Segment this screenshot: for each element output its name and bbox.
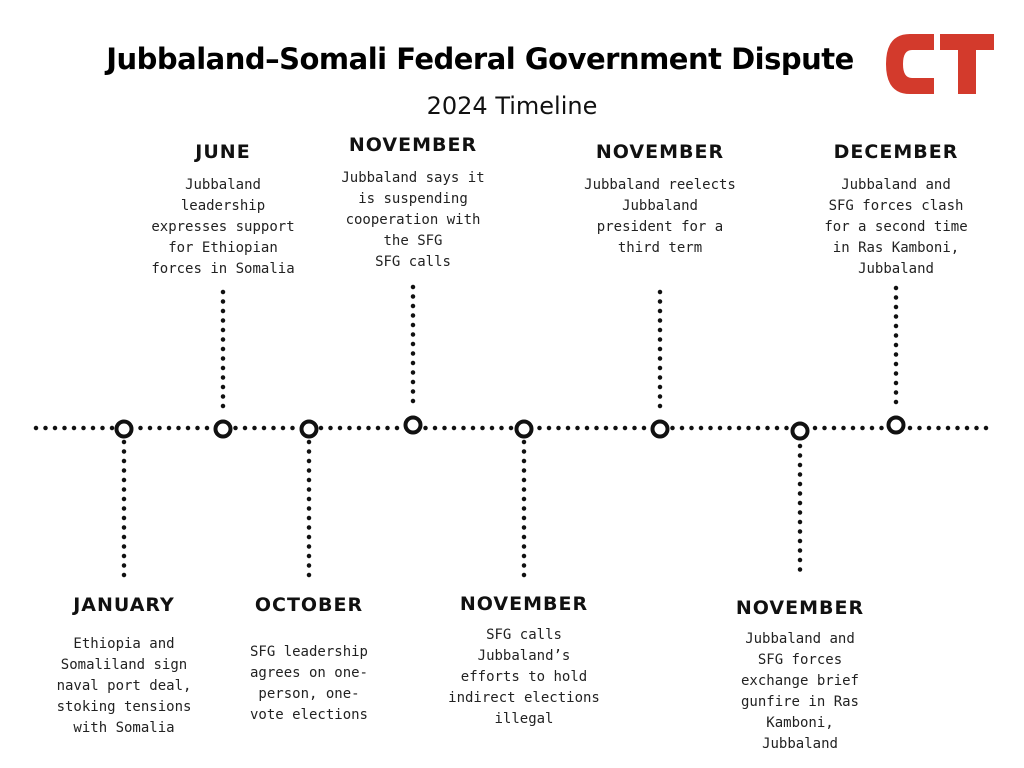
event-october (225, 594, 393, 726)
event-november-2 (434, 593, 614, 730)
event-month: DECEMBER (833, 141, 959, 163)
event-november-4 (710, 597, 890, 755)
page-subtitle: 2024 Timeline (426, 92, 598, 120)
event-month: JANUARY (73, 594, 175, 616)
event-month: NOVEMBER (348, 134, 478, 156)
node-november-1 (406, 418, 421, 433)
event-june (133, 141, 313, 280)
event-month: OCTOBER (254, 594, 364, 616)
node-october (302, 422, 317, 437)
page-title: Jubbaland–Somali Federal Government Dispute (106, 42, 854, 76)
event-november-1 (323, 134, 503, 273)
node-november-2 (517, 422, 532, 437)
node-june (216, 422, 231, 437)
event-november-3 (570, 141, 750, 259)
event-description: Jubbaland says it is suspending cooperation with the SFG SFG calls (341, 170, 485, 270)
event-description: Jubbaland and SFG forces clash for a second time in Ras Kamboni, Jubbaland (824, 177, 968, 277)
event-description: SFG leadership agrees on one- person, one- vote elections (249, 644, 368, 723)
event-month: JUNE (195, 141, 251, 163)
event-description: SFG calls Jubbaland’s efforts to hold indirect elections illegal (448, 627, 600, 727)
event-description: Jubbaland leadership expresses support for Ethiopian forces in Somalia (151, 177, 295, 277)
node-december (889, 418, 904, 433)
event-december (804, 141, 988, 280)
node-january (117, 422, 132, 437)
node-november-4 (793, 424, 808, 439)
event-description: Jubbaland reelects Jubbaland president for a third term (584, 177, 736, 256)
event-description: Jubbaland and SFG forces exchange brief gunfire in Ras Kamboni, Jubbaland (740, 631, 859, 752)
event-january (44, 594, 204, 739)
event-description: Ethiopia and Somaliland sign naval port deal, stoking tensions with Somalia (56, 636, 192, 736)
node-november-3 (653, 422, 668, 437)
event-month: NOVEMBER (459, 593, 589, 615)
event-month: NOVEMBER (735, 597, 865, 619)
event-month: NOVEMBER (595, 141, 725, 163)
